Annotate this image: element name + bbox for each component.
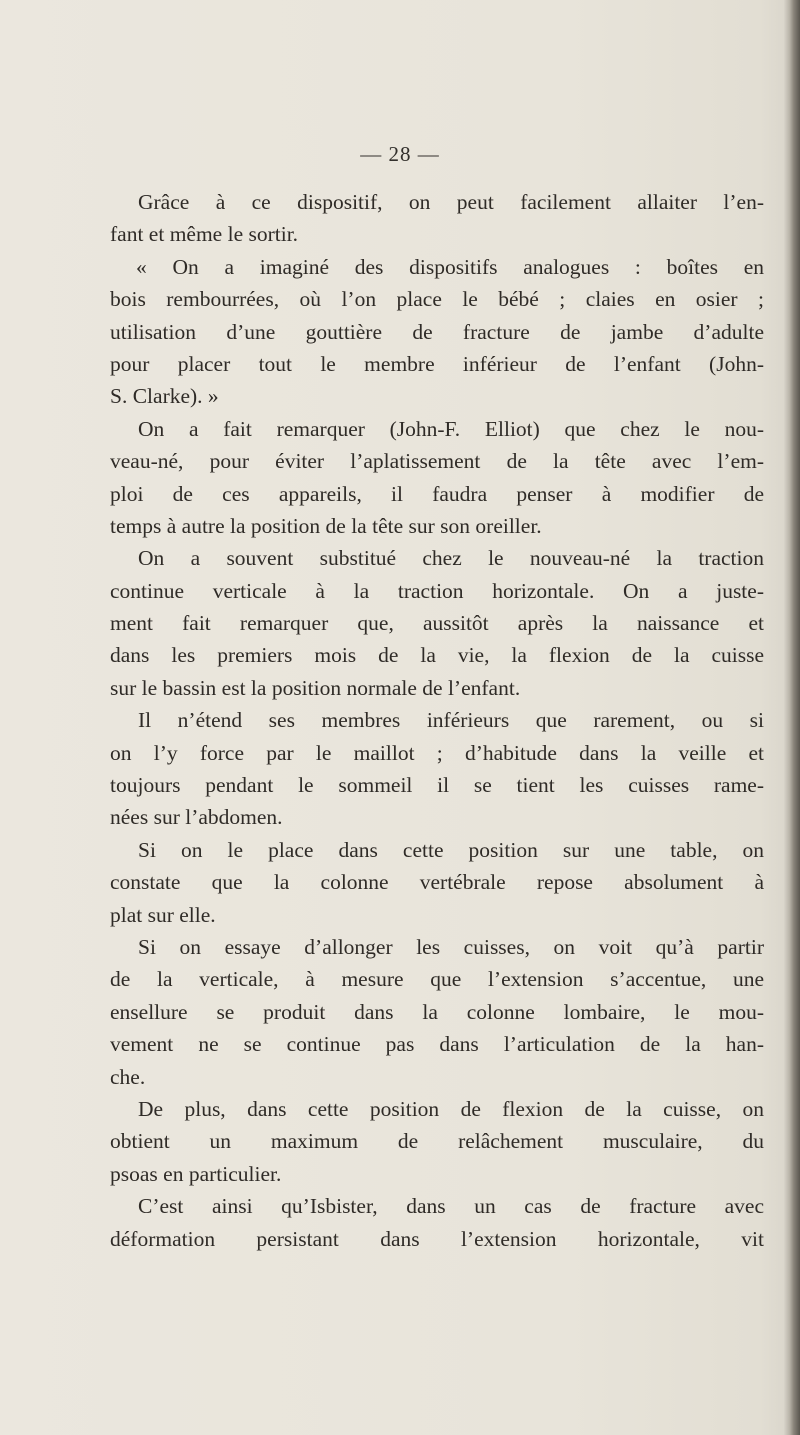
text-line: dans les premiers mois de la vie, la flexion de la cuisse xyxy=(110,643,764,668)
text-line: continue verticale à la traction horizontale. On a juste- xyxy=(110,578,764,603)
text-line: ploi de ces appareils, il faudra penser à modifier de xyxy=(110,481,764,506)
text-line: De plus, dans cette position de flexion de la cuisse, on xyxy=(138,1096,764,1121)
text-line: toujours pendant le sommeil il se tient les cuisses rame- xyxy=(110,773,764,798)
text-line: pour placer tout le membre inférieur de l’enfant (John- xyxy=(110,351,764,376)
text-line: nées sur l’abdomen. xyxy=(110,805,283,830)
text-line: veau-né, pour éviter l’aplatissement de la tête avec l’em- xyxy=(110,449,764,474)
text-line: plat sur elle. xyxy=(110,902,216,927)
text-line: Si on essaye d’allonger les cuisses, on voit qu’à partir xyxy=(138,934,764,959)
text-line: fant et même le sortir. xyxy=(110,222,299,247)
text-line: C’est ainsi qu’Isbister, dans un cas de fracture avec xyxy=(138,1194,764,1219)
text-line: che. xyxy=(110,1064,146,1089)
text-line: temps à autre la position de la tête sur son oreiller. xyxy=(110,513,542,538)
page-edge-shadow xyxy=(784,0,800,1435)
text-line: On a fait remarquer (John-F. Elliot) que chez le nou- xyxy=(138,416,764,441)
text-line: de la verticale, à mesure que l’extension s’accentue, une xyxy=(110,967,764,992)
text-line: on l’y force par le maillot ; d’habitude dans la veille et xyxy=(110,740,764,765)
text-line: ment fait remarquer que, aussitôt après la naissance et xyxy=(110,611,764,636)
body-text xyxy=(110,186,764,1255)
text-line: sur le bassin est la position normale de l’enfant. xyxy=(110,675,521,700)
page-number: — 28 — xyxy=(360,142,440,166)
text-line: obtient un maximum de relâchement musculaire, du xyxy=(110,1129,764,1154)
text-line: utilisation d’une gouttière de fracture de jambe d’adulte xyxy=(110,319,764,344)
text-line: On a souvent substitué chez le nouveau-né la traction xyxy=(138,546,764,571)
text-line: psoas en particulier. xyxy=(110,1161,282,1186)
text-line: ensellure se produit dans la colonne lombaire, le mou- xyxy=(110,999,764,1024)
text-line: bois rembourrées, où l’on place le bébé ; claies en osier ; xyxy=(110,287,764,312)
text-line: constate que la colonne vertébrale repose absolument à xyxy=(110,870,764,895)
text-line: déformation persistant dans l’extension horizontale, vit xyxy=(110,1226,764,1251)
text-line: vement ne se continue pas dans l’articulation de la han- xyxy=(110,1032,764,1057)
text-line: S. Clarke). » xyxy=(110,384,219,409)
text-line: Il n’étend ses membres inférieurs que rarement, ou si xyxy=(138,708,764,733)
text-line: Si on le place dans cette position sur une table, on xyxy=(138,837,764,862)
text-line: « On a imaginé des dispositifs analogues : boîtes en xyxy=(136,254,764,279)
text-line: Grâce à ce dispositif, on peut facilement allaiter l’en- xyxy=(138,190,764,214)
